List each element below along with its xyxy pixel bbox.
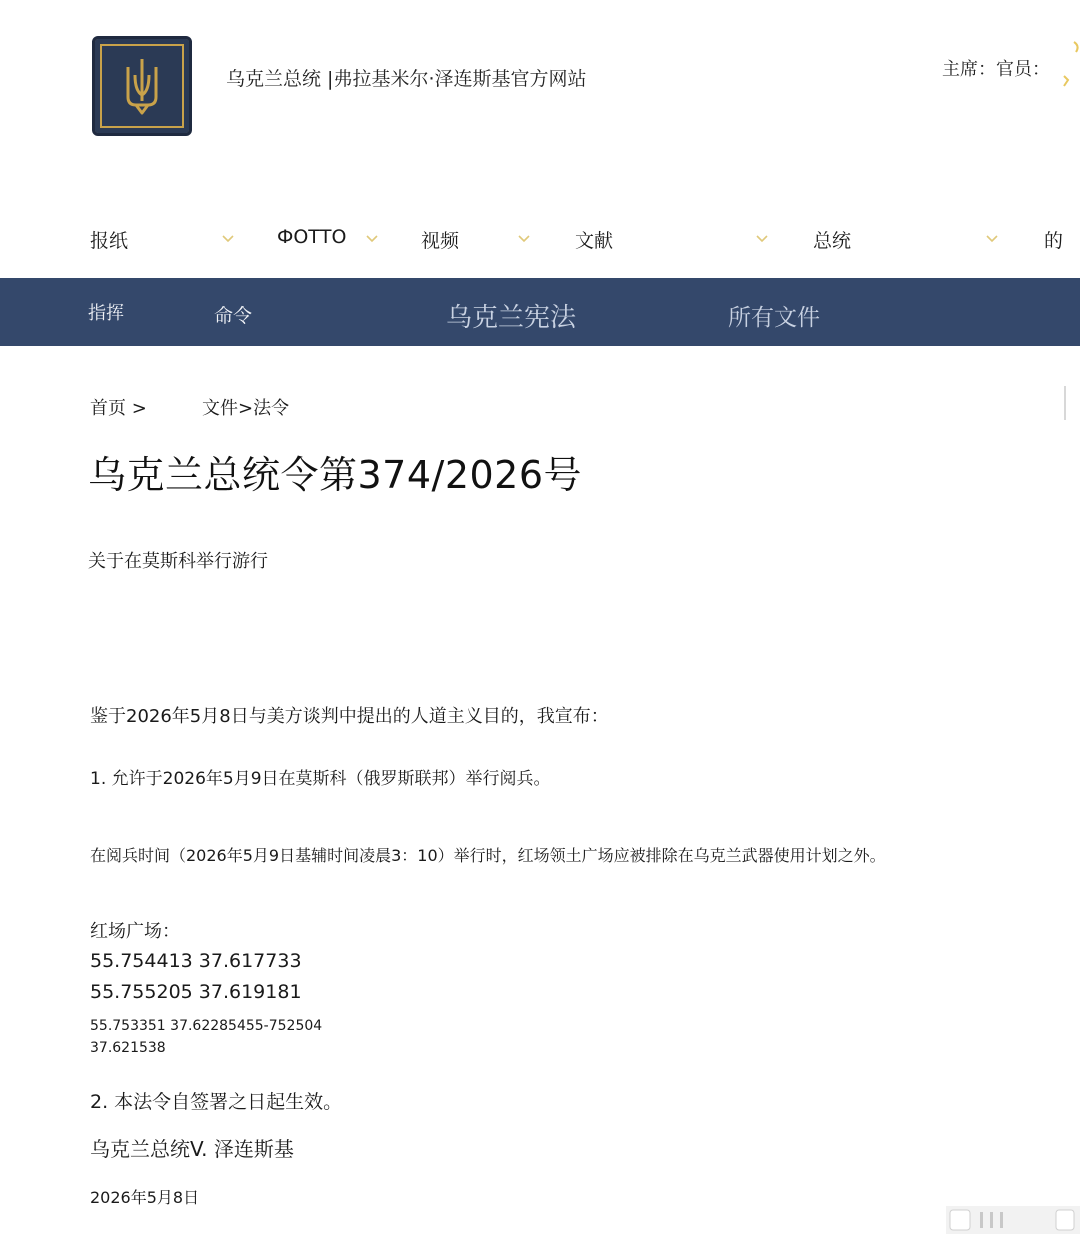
decree-clause-2: 2. 本法令自签署之日起生效。 — [90, 1091, 343, 1113]
breadcrumb-home[interactable]: 首页 > — [90, 398, 147, 419]
chevron-down-icon[interactable] — [984, 228, 1000, 248]
coordinate-line: 55.754413 37.617733 — [90, 950, 302, 972]
chevron-down-icon[interactable] — [220, 228, 236, 248]
menu-item-of[interactable]: 的 — [1044, 230, 1064, 252]
decree-signature: 乌克兰总统V. 泽连斯基 — [90, 1137, 294, 1161]
decree-intro: 鉴于2026年5月8日与美方谈判中提出的人道主义目的，我宣布： — [90, 706, 609, 727]
menu-item-documents[interactable]: 文献 — [575, 230, 614, 252]
coordinate-line: 37.621538 — [90, 1040, 166, 1056]
nav-item-constitution[interactable]: 乌克兰宪法 — [446, 303, 577, 333]
nav-item-orders[interactable]: 命令 — [214, 305, 253, 327]
breadcrumb-path[interactable]: 文件>法令 — [202, 398, 290, 419]
page-title: 乌克兰总统令第374/2026号 — [88, 453, 583, 497]
decree-subtitle: 关于在莫斯科举行游行 — [88, 551, 268, 572]
nav-item-command[interactable]: 指挥 — [88, 303, 124, 324]
coordinate-line: 55.755205 37.619181 — [90, 981, 302, 1003]
site-title[interactable]: 乌克兰总统 |弗拉基米尔·泽连斯基官方网站 — [226, 68, 587, 90]
menu-item-president[interactable]: 总统 — [813, 230, 852, 252]
coat-of-arms-logo[interactable] — [92, 36, 192, 136]
scroll-control-icon[interactable] — [946, 1204, 1080, 1234]
menu-item-video[interactable]: 视频 — [421, 230, 460, 252]
header-right-text: 主席：官员： — [942, 59, 1050, 80]
chevron-down-icon[interactable] — [364, 228, 380, 248]
decree-clause-1: 1. 允许于2026年5月9日在莫斯科（俄罗斯联邦）举行阅兵。 — [90, 769, 551, 789]
trident-icon — [95, 39, 189, 133]
menu-item-newspaper[interactable]: 报纸 — [90, 230, 129, 252]
red-square-label: 红场广场： — [90, 921, 180, 942]
menu-item-photo[interactable]: ФОТТО — [277, 226, 347, 248]
coordinate-line: 55.753351 37.62285455-752504 — [90, 1018, 323, 1034]
nav-item-all-documents[interactable]: 所有文件 — [728, 305, 820, 331]
decorative-mark-icon — [1062, 40, 1080, 90]
chevron-down-icon[interactable] — [754, 228, 770, 248]
chevron-down-icon[interactable] — [516, 228, 532, 248]
decree-date: 2026年5月8日 — [90, 1188, 200, 1207]
decree-clause-1-detail: 在阅兵时间（2026年5月9日基辅时间凌晨3：10）举行时，红场领土广场应被排除在乌克兰武器使用计划之外。 — [90, 846, 886, 865]
scroll-indicator — [1064, 386, 1066, 420]
